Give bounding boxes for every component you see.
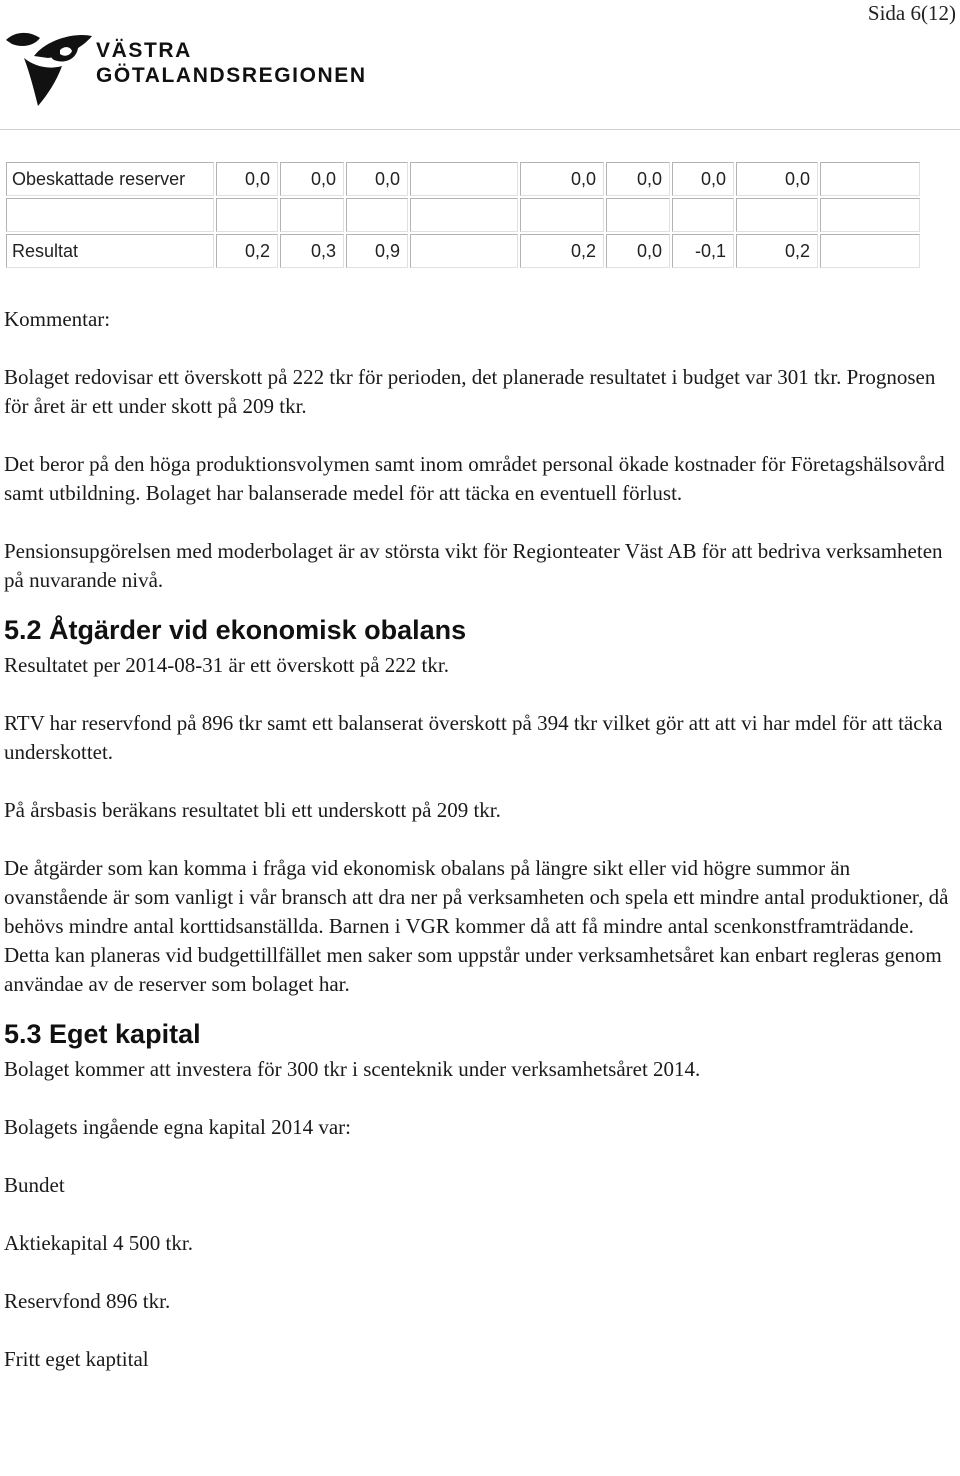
table-cell: 0,0 — [280, 162, 344, 196]
section-heading-5-3: 5.3 Eget kapital — [4, 1019, 201, 1049]
section-paragraph: Fritt eget kaptital — [4, 1347, 149, 1371]
table-cell — [216, 198, 278, 232]
table-row — [6, 162, 920, 196]
page-number: Sida 6(12) — [867, 1, 956, 25]
table-cell — [410, 162, 518, 196]
vastra-gotalandsregionen-logo — [4, 24, 404, 106]
table-cell: 0,2 — [736, 234, 818, 268]
table-cell: 0,0 — [736, 162, 818, 196]
table-row — [6, 198, 920, 232]
logo-line-2: GÖTALANDSREGIONEN — [96, 64, 367, 87]
table-cell — [410, 198, 518, 232]
section-paragraph: På årsbasis beräkans resultatet bli ett underskott på 209 tkr. — [4, 798, 501, 822]
table-row — [6, 234, 920, 268]
table-cell — [736, 198, 818, 232]
header-divider — [0, 129, 960, 130]
document-body — [4, 305, 954, 1403]
table-cell: 0,9 — [346, 234, 408, 268]
logo-line-1: VÄSTRA — [96, 39, 192, 62]
comment-label: Kommentar: — [4, 307, 111, 331]
section-paragraph: Bundet — [4, 1173, 65, 1197]
table-cell: 0,0 — [606, 162, 670, 196]
table-cell — [410, 234, 518, 268]
table-cell — [820, 234, 920, 268]
table-cell — [820, 198, 920, 232]
section-paragraph: Aktiekapital 4 500 tkr. — [4, 1231, 193, 1255]
table-cell: 0,0 — [216, 162, 278, 196]
table-cell: 0,2 — [520, 234, 604, 268]
financial-table — [4, 160, 922, 270]
row-label — [6, 198, 214, 232]
table-cell — [606, 198, 670, 232]
table-cell — [346, 198, 408, 232]
comment-paragraph: Pensionsupgörelsen med moderbolaget är av största vikt för Regionteater Väst AB för att bedriva verksamheten på nuvarande nivå. — [4, 539, 943, 592]
table-cell — [820, 162, 920, 196]
region-emblem-icon — [4, 26, 94, 108]
table-cell — [520, 198, 604, 232]
table-cell: 0,0 — [346, 162, 408, 196]
table-cell — [672, 198, 734, 232]
table-cell — [280, 198, 344, 232]
section-paragraph: Bolaget kommer att investera för 300 tkr i scenteknik under verksamhetsåret 2014. — [4, 1057, 701, 1081]
comment-paragraph: Bolaget redovisar ett överskott på 222 tkr för perioden, det planerade resultatet i budget var 301 tkr. Prognosen för året är ett under skott på 209 tkr. — [4, 365, 936, 418]
section-paragraph: Reservfond 896 tkr. — [4, 1289, 171, 1313]
table-cell: 0,0 — [520, 162, 604, 196]
section-heading-5-2: 5.2 Åtgärder vid ekonomisk obalans — [4, 615, 467, 645]
section-paragraph: Resultatet per 2014-08-31 är ett överskott på 222 tkr. — [4, 653, 449, 677]
table-cell: -0,1 — [672, 234, 734, 268]
comment-paragraph: Det beror på den höga produktionsvolymen samt inom området personal ökade kostnader för Företagshälsovård samt utbildning. Bolaget har balanserade medel för att täcka en eventuell förlust. — [4, 452, 945, 505]
row-label: Obeskattade reserver — [6, 162, 214, 196]
section-paragraph: Bolagets ingående egna kapital 2014 var: — [4, 1115, 351, 1139]
section-paragraph: RTV har reservfond på 896 tkr samt ett balanserat överskott på 394 tkr vilket gör att att vi har mdel för att täcka underskottet. — [4, 711, 943, 764]
row-label: Resultat — [6, 234, 214, 268]
section-paragraph: De åtgärder som kan komma i fråga vid ekonomisk obalans på längre sikt eller vid högre summor än ovanstående är som vanligt i vår bransch att dra ner på verksamheten och spela ett mindre antal produktioner, då behövs mindre antal korttidsanställda. Barnen i VGR kommer då att få mindre antal scenkonstframträdande. Detta kan planeras vid budgettillfället men saker som uppstår under verksamhetsåret kan enbart regleras genom användae av de reserver som bolaget har. — [4, 856, 949, 996]
table-cell: 0,3 — [280, 234, 344, 268]
table-cell: 0,0 — [606, 234, 670, 268]
table-cell: 0,2 — [216, 234, 278, 268]
table-cell: 0,0 — [672, 162, 734, 196]
